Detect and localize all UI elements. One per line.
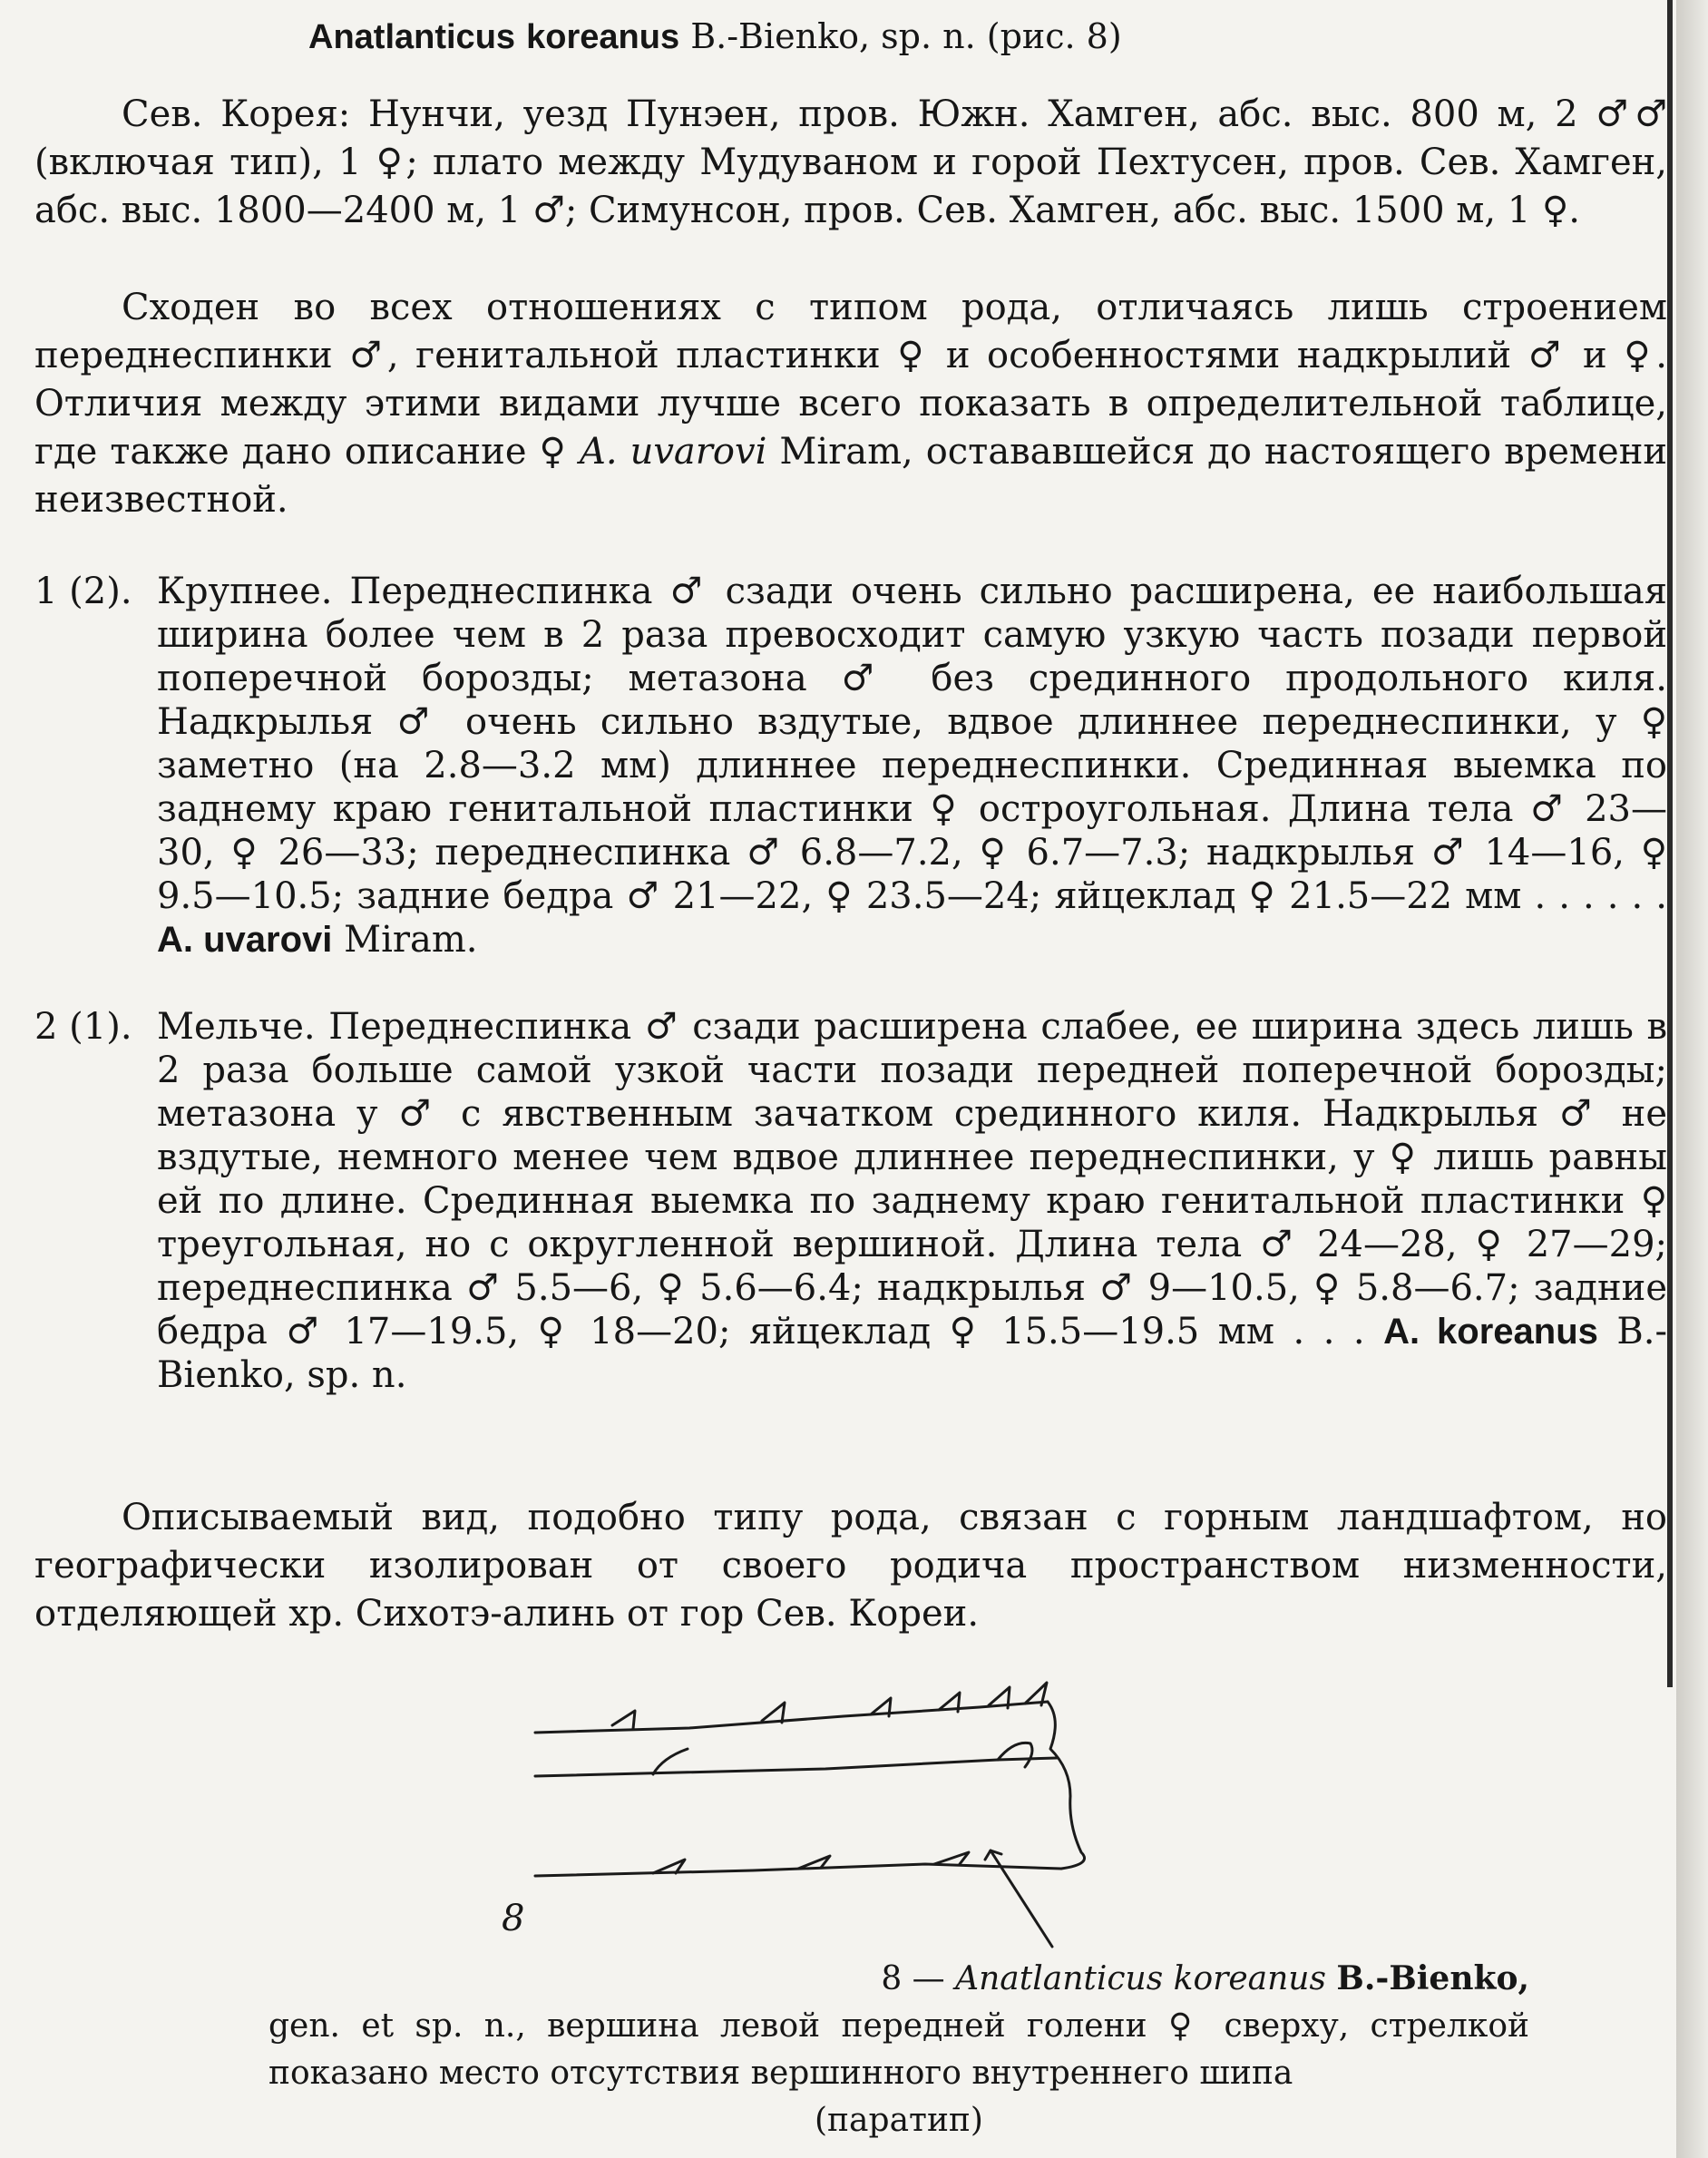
- key-taxon-author: B.-Bienko, sp. n.: [157, 1311, 1667, 1396]
- diagnosis-text-after: Miram, остававшейся до настоящего времени неизвестной.: [34, 431, 1668, 521]
- tibia-spine-lower-3: [934, 1852, 969, 1864]
- key-taxon-author: Miram.: [344, 919, 478, 961]
- key-couplet-text: [157, 1005, 1667, 1397]
- tibia-spur-right: [998, 1743, 1032, 1767]
- figure-number: 8: [502, 1898, 525, 1939]
- key-couplet-number: 1 (2).: [34, 571, 132, 612]
- caption-body: gen. et sp. n., вершина левой передней голени ♀ сверху, стрелкой показано место отсутствия вершинного внутреннего шипа: [268, 2007, 1529, 2092]
- diagnosis-species: A. uvarovi: [579, 431, 767, 473]
- heading-author-figure: B.-Bienko, sp. n. (рис. 8): [690, 16, 1122, 56]
- tibia-spur-left: [653, 1749, 688, 1774]
- tibia-apex-outline: [1048, 1702, 1085, 1869]
- remarks-paragraph: Описываемый вид, подобно типу рода, связан с горным ландшафтом, но географически изолирован от своего родича пространством низменности, отделяющей хр. Сихотэ-алинь от гор Сев. Кореи.: [34, 1497, 1667, 1635]
- species-heading: [308, 13, 1488, 61]
- heading-species: koreanus: [526, 18, 680, 56]
- key-couplet-description: Крупнее. Переднеспинка ♂ сзади очень сильно расширена, ее наибольшая ширина более чем в 2 раза превосходит самую узкую часть позади первой поперечной борозды; метазона ♂ без срединного продольного киля. Надкрылья ♂ очень сильно вздутые, вдвое длиннее переднеспинки, у ♀ заметно (на 2.8—3.2 мм) длиннее переднеспинки. Срединная выемка по заднему краю генитальной пластинки ♀ остроугольная. Длина тела ♂ 23—30, ♀ 26—33; переднеспинка ♂ 6.8—7.2, ♀ 6.7—7.3; надкрылья ♂ 14—16, ♀ 9.5—10.5; задние бедра ♂ 21—22, ♀ 23.5—24; яйцеклад ♀ 21.5—22 мм . . . . . .: [157, 571, 1667, 917]
- caption-number: 8 —: [881, 1960, 945, 1997]
- heading-genus: Anatlanticus: [308, 18, 516, 56]
- caption-taxon: Anatlanticus koreanus: [955, 1960, 1326, 1997]
- diagnosis-paragraph: [34, 284, 1667, 524]
- caption-author: B.-Bienko,: [1336, 1959, 1529, 1997]
- figure-caption: [268, 1955, 1529, 2144]
- key-taxon-name: A. koreanus: [1383, 1312, 1598, 1352]
- key-couplet-description: Мельче. Переднеспинка ♂ сзади расширена слабее, ее ширина здесь лишь в 2 раза больше самой узкой части позади передней поперечной борозды; метазона у ♂ с явственным зачатком срединного киля. Надкрылья ♂ не вздутые, немного менее чем вдвое длиннее переднеспинки, у ♀ лишь равны ей по длине. Срединная выемка по заднему краю генитальной пластинки ♀ треугольная, но с округленной вершиной. Длина тела ♂ 24—28, ♀ 27—29; переднеспинка ♂ 5.5—6, ♀ 5.6—6.4; надкрылья ♂ 9—10.5, ♀ 5.8—6.7; задние бедра ♂ 17—19.5, ♀ 18—20; яйцеклад ♀ 15.5—19.5 мм . . .: [157, 1006, 1667, 1352]
- tibia-lower-outline: [535, 1864, 1061, 1876]
- tibia-upper-outline: [535, 1702, 1048, 1733]
- tibia-inner-line: [535, 1758, 1057, 1776]
- tibia-figure: [526, 1678, 1125, 1959]
- caption-lead: [268, 1955, 1529, 2003]
- key-couplet-number: 2 (1).: [34, 1006, 132, 1048]
- binding-edge-line: [1667, 0, 1673, 1687]
- tibia-spine-upper-1: [612, 1711, 635, 1729]
- binding-shadow: [1676, 0, 1708, 2158]
- tibia-spine-upper-2: [762, 1703, 785, 1723]
- key-couplet-text: [157, 570, 1667, 962]
- localities-paragraph: Сев. Корея: Нунчи, уезд Пунэен, пров. Южн. Хамген, абс. выс. 800 м, 2 ♂♂ (включая тип), 1 ♀; плато между Мудуваном и горой Пехтусен, пров. Сев. Хамген, абс. выс. 1800—2400 м, 1 ♂; Симунсон, пров. Сев. Хамген, абс. выс. 1500 м, 1 ♀.: [34, 93, 1667, 231]
- key-taxon-name: A. uvarovi: [157, 920, 333, 960]
- diagnosis-text-before: Сходен во всех отношениях с типом рода, отличаясь лишь строением переднеспинки ♂, генитальной пластинки ♀ и особенностями надкрылий ♂ и ♀. Отличия между этими видами лучше всего показать в определительной таблице, где также дано описание ♀: [34, 287, 1667, 473]
- figure-arrow-shaft: [991, 1850, 1052, 1947]
- caption-paratype: (паратип): [815, 2102, 983, 2139]
